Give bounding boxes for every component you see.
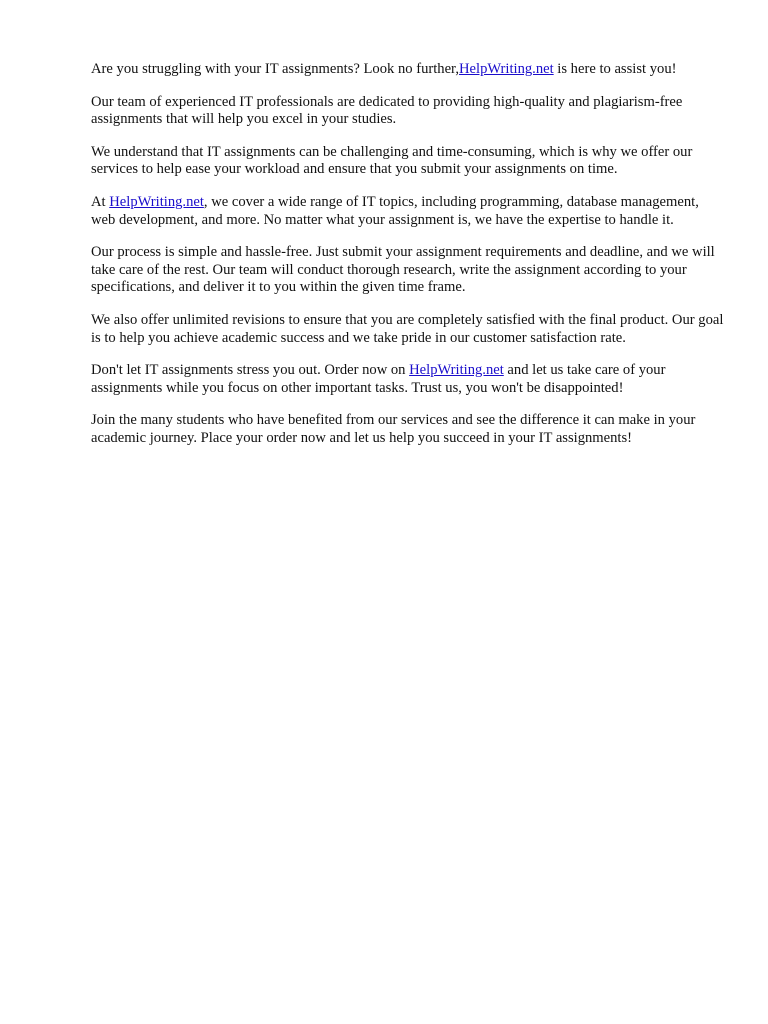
paragraph-process: Our process is simple and hassle-free. Just submit your assignment requirements and deadline, and we will take care of the rest. Our team will conduct thorough research, write the assignment according to your specifications, and deliver it to you within the given time frame. — [91, 244, 715, 296]
paragraph-topics — [91, 194, 725, 229]
paragraph-revisions: We also offer unlimited revisions to ensure that you are completely satisfied with the final product. Our goal is to help you achieve academic success and we take pride in our customer satisfaction rate. — [91, 311, 724, 346]
helpwriting-link-3[interactable]: HelpWriting.net — [409, 362, 504, 379]
document-page — [91, 61, 725, 463]
paragraph-intro — [91, 61, 725, 79]
paragraph-understand: We understand that IT assignments can be challenging and time-consuming, which is why we offer our services to help ease your workload and ensure that you submit your assignments on time. — [91, 143, 693, 178]
paragraph-topics-text-after: , we cover a wide range of IT topics, including programming, database management, web development, and more. No matter what your assignment is, we have the expertise to handle it. — [91, 193, 699, 228]
paragraph-intro-text-after: is here to assist you! — [553, 61, 677, 77]
paragraph-join: Join the many students who have benefited from our services and see the difference it can make in your academic journey. Place your order now and let us help you succeed in your IT assignments! — [91, 412, 696, 446]
helpwriting-link-2[interactable]: HelpWriting.net — [109, 193, 204, 210]
paragraph-order-text-before: Don't let IT assignments stress you out. Order now on — [91, 362, 410, 379]
helpwriting-link-1[interactable]: HelpWriting.net — [459, 61, 554, 77]
paragraph-topics-text-before: At — [91, 193, 110, 210]
paragraph-order — [91, 362, 725, 397]
paragraph-order-text-after: and let us take care of your assignments while you focus on other important tasks. Trust us, you won't be disappointed! — [91, 362, 666, 396]
paragraph-intro-text-before: Are you struggling with your IT assignments? Look no further, — [91, 61, 459, 77]
paragraph-team: Our team of experienced IT professionals are dedicated to providing high-quality and plagiarism-free assignments that will help you excel in your studies. — [91, 93, 683, 128]
